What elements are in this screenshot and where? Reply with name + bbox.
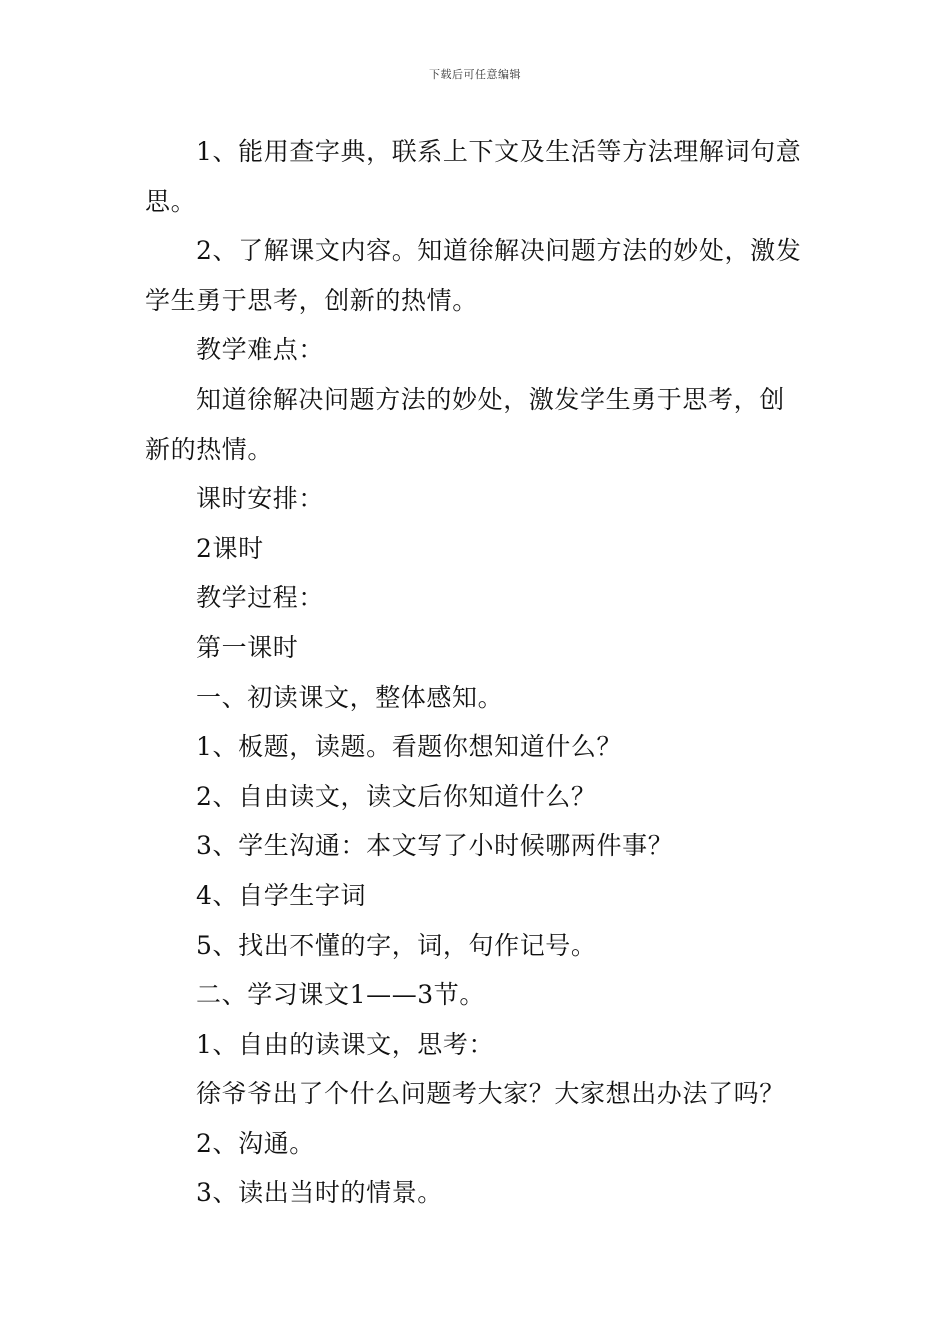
paragraph-teaching-difficulty: 知道徐解决问题方法的妙处，激发学生勇于思考，创新的热情。 [145, 384, 785, 464]
header-note: 下载后可任意编辑 [429, 68, 521, 81]
list-item: 3、读出当时的情景。 [196, 1178, 443, 1208]
list-item: 2、沟通。 [196, 1128, 315, 1158]
section-heading-1: 一、初读课文，整体感知。 [196, 682, 504, 712]
list-item: 3、学生沟通：本文写了小时候哪两件事？ [196, 831, 674, 861]
paragraph-objective-1: 1、能用查字典，联系上下文及生活等方法理解词句意思。 [145, 137, 802, 216]
list-item: 2、自由读文，读文后你知道什么？ [196, 781, 597, 811]
paragraph-lesson-count: 2课时 [196, 533, 264, 563]
section-heading-2: 二、学习课文1——3节。 [196, 980, 486, 1010]
heading-first-lesson: 第一课时 [196, 632, 299, 662]
heading-teaching-difficulty: 教学难点： [196, 335, 325, 365]
paragraph-objective-2: 2、了解课文内容。知道徐解决问题方法的妙处，激发学生勇于思考，创新的热情。 [145, 236, 802, 315]
list-item: 4、自学生字词 [196, 880, 367, 910]
list-item: 5、找出不懂的字，词，句作记号。 [196, 930, 597, 960]
list-item: 1、自由的读课文，思考： [196, 1029, 495, 1059]
list-item: 1、板题，读题。看题你想知道什么？ [196, 732, 623, 762]
heading-lesson-schedule: 课时安排： [196, 484, 325, 514]
document-body [145, 127, 810, 1218]
heading-teaching-process: 教学过程： [196, 583, 325, 613]
question-text: 徐爷爷出了个什么问题考大家？大家想出办法了吗？ [196, 1079, 785, 1109]
